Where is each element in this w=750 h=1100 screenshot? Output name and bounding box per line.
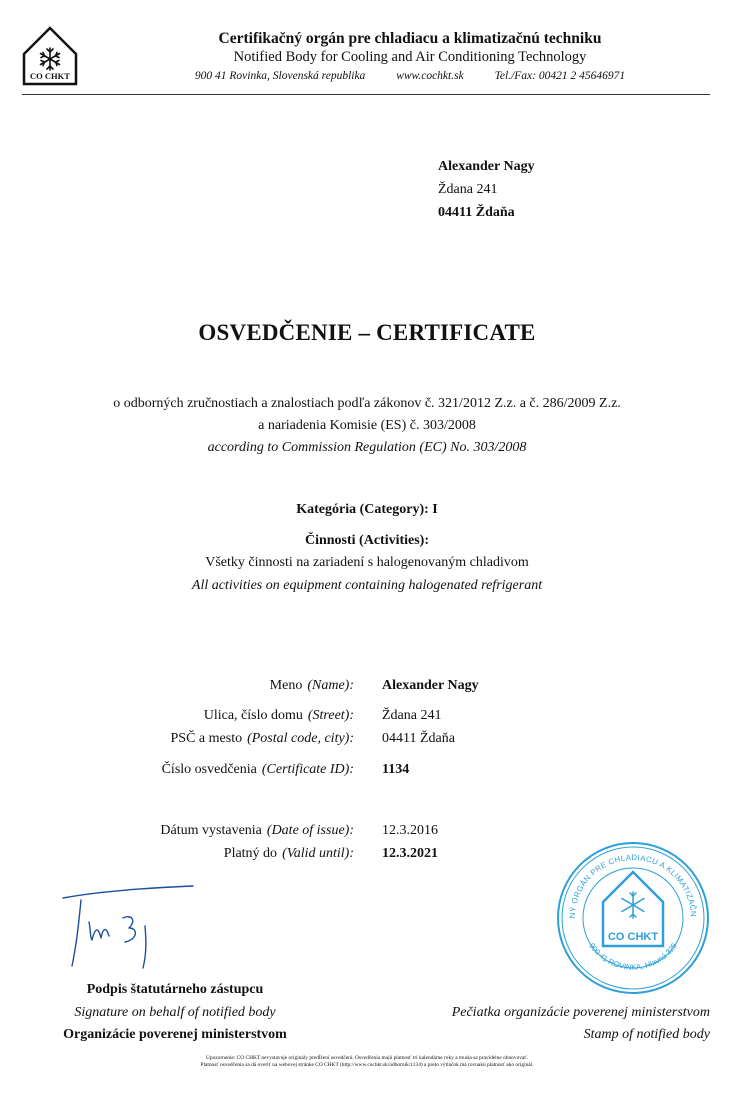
signature-caption-slovak: Podpis štatutárneho zástupcu	[86, 982, 264, 997]
city-label: PSČ a mesto (Postal code, city):	[170, 731, 354, 746]
activities-slovak: Všetky činnosti na zariadení s halogenovaným chladivom	[205, 555, 529, 570]
legal-basis-line2: a nariadenia Komisie (ES) č. 303/2008	[258, 418, 476, 433]
org-address: 900 41 Rovinka, Slovenská republika	[194, 70, 366, 82]
legal-basis-line1: o odborných zručnostiach a znalostiach podľa zákonov č. 321/2012 Z.z. a č. 286/2009 Z.z.	[113, 396, 621, 411]
certificate-title: OSVEDČENIE – CERTIFICATE	[198, 320, 536, 345]
logo-text: CO CHKT	[30, 71, 70, 81]
name-value: Alexander Nagy	[382, 678, 479, 693]
signature-caption-english: Signature on behalf of notified body	[74, 1005, 276, 1020]
valid-until-value: 12.3.2021	[382, 846, 438, 861]
street-value: Ždana 241	[382, 708, 442, 723]
cochkt-logo	[22, 26, 78, 86]
org-website: www.cochkt.sk	[396, 70, 464, 82]
certificate-id-value: 1134	[382, 762, 410, 777]
issue-date-label: Dátum vystavenia (Date of issue):	[160, 823, 354, 838]
certificate-id-label: Číslo osvedčenia (Certificate ID):	[161, 762, 354, 777]
street-label: Ulica, číslo domu (Street):	[203, 708, 354, 723]
official-stamp	[555, 840, 711, 996]
addressee-block	[438, 155, 535, 224]
category: Kategória (Category): I	[296, 502, 438, 517]
addressee-street: Ždana 241	[438, 182, 498, 197]
organization-title: Certifikačný orgán pre chladiacu a klimatizačnú techniku	[218, 30, 602, 47]
valid-until-label: Platný do (Valid until):	[223, 846, 354, 861]
footer-notice: Upozornenie: CO CHKT nevystavuje originály predĺžení osvedčení. Osvedčenia majú platnosť tri kalendárne roky a musia sa pravidelne obnovovať.	[205, 1055, 528, 1061]
stamp-center-text: CO CHKT	[607, 931, 659, 943]
stamp-caption-slovak: Pečiatka organizácie poverenej ministerstvom	[451, 1005, 710, 1020]
issue-date-value: 12.3.2016	[382, 823, 438, 838]
activities-english: All activities on equipment containing halogenated refrigerant	[191, 578, 543, 593]
org-phone: Tel./Fax: 00421 2 45646971	[494, 70, 626, 82]
footer-verification: Platnosť osvedčenia sa dá overiť na webovej stránke CO CHKT (http://www.cochkt.sk/odbornik/1134) a preto výtlačok má rovnakú platnosť ako originál.	[200, 1062, 534, 1068]
legal-basis-english: according to Commission Regulation (EC) No. 303/2008	[207, 440, 527, 455]
organization-subtitle: Notified Body for Cooling and Air Conditioning Technology	[233, 49, 587, 65]
addressee-city: 04411 Ždaňa	[438, 205, 515, 220]
name-label: Meno (Name):	[269, 678, 354, 693]
city-value: 04411 Ždaňa	[382, 731, 455, 746]
header-divider	[22, 94, 710, 95]
stamp-address-text: 900 41 ROVINKA, Hlavná 325	[587, 941, 679, 972]
organization-contact	[100, 70, 720, 82]
handwritten-signature	[55, 880, 215, 975]
signature-caption-organization: Organizácie poverenej ministerstvom	[63, 1027, 287, 1042]
activities-heading: Činnosti (Activities):	[304, 533, 430, 548]
stamp-ring-text: NÝ ORGÁN PRE CHLADIACU A KLIMATIZAČN	[567, 852, 699, 919]
stamp-caption-english: Stamp of notified body	[583, 1027, 710, 1042]
addressee-name: Alexander Nagy	[438, 159, 535, 174]
